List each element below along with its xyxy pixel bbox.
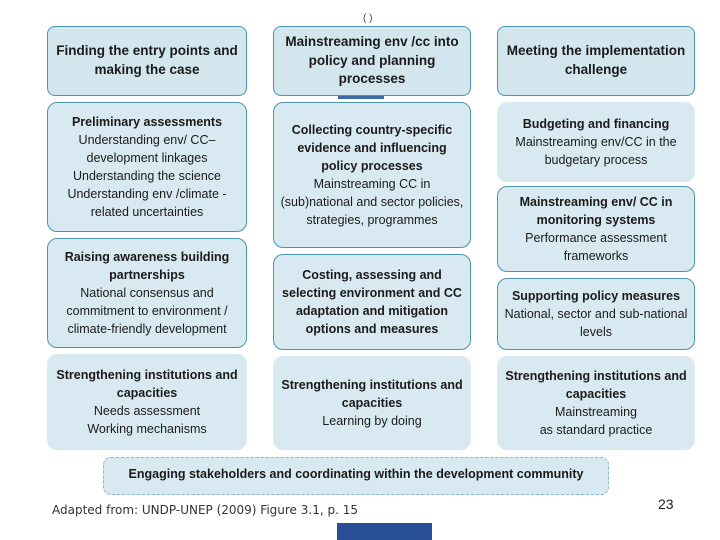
top-mark: ( ) xyxy=(363,13,373,24)
col3-strengthening-box: Strengthening institutions and capacities Mainstreaming as standard practice xyxy=(497,356,695,450)
costing-assessing-box: Costing, assessing and selecting environment and CC adaptation and mitigation options and measures xyxy=(273,254,471,350)
column-3-header: Meeting the implementation challenge xyxy=(497,26,695,96)
header-tab-marker xyxy=(338,96,384,99)
preliminary-assessments-box: Preliminary assessments Understanding env/ CC– development linkages Understanding the science Understanding env /climate -related uncertainties xyxy=(47,102,247,232)
monitoring-systems-box: Mainstreaming env/ CC in monitoring systems Performance assessment frameworks xyxy=(497,186,695,272)
source-citation: Adapted from: UNDP-UNEP (2009) Figure 3.1, p. 15 xyxy=(52,503,358,517)
page-number: 23 xyxy=(658,496,674,512)
stakeholder-engagement-bar: Engaging stakeholders and coordinating within the development community xyxy=(103,457,609,495)
col2-strengthening-box: Strengthening institutions and capacities Learning by doing xyxy=(273,356,471,450)
supporting-policy-box: Supporting policy measures National, sector and sub-national levels xyxy=(497,278,695,350)
raising-awareness-box: Raising awareness building partnerships National consensus and commitment to environment / climate-friendly development xyxy=(47,238,247,348)
col1-strengthening-box: Strengthening institutions and capacities Needs assessment Working mechanisms xyxy=(47,354,247,450)
column-1-header: Finding the entry points and making the case xyxy=(47,26,247,96)
column-2-header: Mainstreaming env /cc into policy and planning processes xyxy=(273,26,471,96)
footer-blue-strip xyxy=(337,523,432,540)
budgeting-financing-box: Budgeting and financing Mainstreaming env/CC in the budgetary process xyxy=(497,102,695,182)
collecting-evidence-box: Collecting country-specific evidence and influencing policy processes Mainstreaming CC in (sub)national and sector policies, strategies, programmes xyxy=(273,102,471,248)
